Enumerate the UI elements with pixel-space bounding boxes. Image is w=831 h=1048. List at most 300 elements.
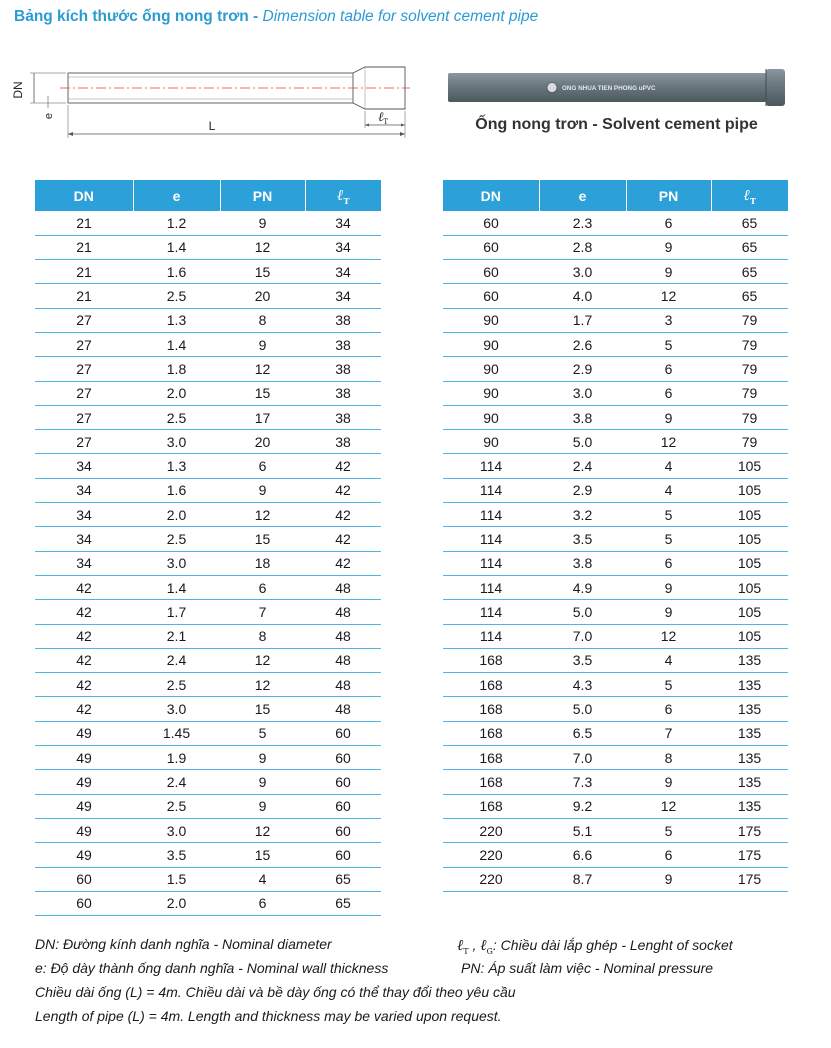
cell-dn: 114 (443, 527, 539, 551)
cell-pn: 9 (220, 211, 305, 235)
cell-e: 3.8 (539, 551, 626, 575)
cell-dn: 90 (443, 308, 539, 332)
cell-pn: 5 (626, 818, 711, 842)
cell-e: 2.0 (133, 891, 220, 915)
cell-dn: 90 (443, 357, 539, 381)
dn-label: DN (11, 81, 25, 99)
table-row (443, 648, 788, 672)
cell-e: 5.0 (539, 430, 626, 454)
cell-pn: 12 (626, 794, 711, 818)
cell-dn: 42 (35, 624, 133, 648)
title-en: Dimension table for solvent cement pipe (262, 8, 539, 25)
cell-e: 1.7 (539, 308, 626, 332)
table-row (443, 357, 788, 381)
cell-pn: 4 (626, 648, 711, 672)
cell-dn: 168 (443, 673, 539, 697)
cell-e: 1.4 (133, 575, 220, 599)
cell-e: 1.6 (133, 478, 220, 502)
cell-dn: 27 (35, 308, 133, 332)
cell-dn: 114 (443, 600, 539, 624)
cell-pn: 6 (220, 575, 305, 599)
cell-lt: 48 (305, 575, 381, 599)
table-row (35, 697, 381, 721)
cell-e: 4.0 (539, 284, 626, 308)
cell-lt: 175 (711, 843, 788, 867)
table-row (35, 746, 381, 770)
note-e: e: Độ dày thành ống danh nghĩa - Nominal wall thickness (35, 960, 389, 976)
cell-lt: 135 (711, 648, 788, 672)
photo-caption: Ống nong trơn - Solvent cement pipe (475, 116, 758, 133)
cell-lt: 38 (305, 430, 381, 454)
table-row (35, 454, 381, 478)
table-row (443, 503, 788, 527)
cell-dn: 34 (35, 527, 133, 551)
cell-e: 1.7 (133, 600, 220, 624)
cell-e: 2.5 (133, 673, 220, 697)
cell-lt: 105 (711, 454, 788, 478)
table-row (443, 867, 788, 891)
cell-pn: 8 (220, 624, 305, 648)
cell-e: 3.8 (539, 405, 626, 429)
cell-lt: 38 (305, 405, 381, 429)
table-row (35, 721, 381, 745)
cell-pn: 15 (220, 381, 305, 405)
cell-lt: 42 (305, 503, 381, 527)
cell-dn: 168 (443, 697, 539, 721)
cell-dn: 60 (443, 284, 539, 308)
cell-pn: 9 (626, 575, 711, 599)
table-row (35, 235, 381, 259)
cell-e: 2.5 (133, 284, 220, 308)
table-row (443, 770, 788, 794)
brand-logo-icon (547, 83, 557, 93)
table-row (443, 843, 788, 867)
cell-e: 1.5 (133, 867, 220, 891)
cell-e: 5.1 (539, 818, 626, 842)
cell-pn: 15 (220, 527, 305, 551)
cell-dn: 168 (443, 648, 539, 672)
cell-lt: 34 (305, 284, 381, 308)
cell-e: 2.0 (133, 503, 220, 527)
cell-e: 1.45 (133, 721, 220, 745)
cell-lt: 105 (711, 503, 788, 527)
table-row (35, 794, 381, 818)
cell-dn: 114 (443, 454, 539, 478)
pipe-dimension-diagram (10, 58, 420, 148)
cell-e: 4.9 (539, 575, 626, 599)
table-row (443, 430, 788, 454)
table-row (443, 381, 788, 405)
cell-pn: 20 (220, 430, 305, 454)
cell-e: 3.0 (133, 430, 220, 454)
cell-lt: 60 (305, 721, 381, 745)
cell-e: 2.9 (539, 478, 626, 502)
cell-dn: 60 (443, 260, 539, 284)
cell-e: 1.3 (133, 454, 220, 478)
cell-dn: 34 (35, 478, 133, 502)
cell-e: 3.0 (539, 381, 626, 405)
cell-lt: 135 (711, 770, 788, 794)
cell-pn: 6 (626, 381, 711, 405)
cell-pn: 5 (626, 503, 711, 527)
cell-pn: 6 (626, 211, 711, 235)
cell-dn: 49 (35, 843, 133, 867)
cell-e: 2.1 (133, 624, 220, 648)
table-row (35, 527, 381, 551)
table-row (35, 648, 381, 672)
table-row (443, 454, 788, 478)
table-row (35, 308, 381, 332)
cell-dn: 42 (35, 673, 133, 697)
cell-dn: 114 (443, 478, 539, 502)
cell-dn: 49 (35, 746, 133, 770)
cell-dn: 27 (35, 430, 133, 454)
cell-lt: 60 (305, 843, 381, 867)
title-vi: Bảng kích thước ống nong trơn - (14, 8, 263, 25)
table-row (443, 624, 788, 648)
cell-dn: 49 (35, 794, 133, 818)
cell-lt: 48 (305, 648, 381, 672)
pipe-photo (448, 68, 785, 107)
cell-e: 1.6 (133, 260, 220, 284)
cell-e: 4.3 (539, 673, 626, 697)
table-row (443, 551, 788, 575)
cell-dn: 168 (443, 794, 539, 818)
cell-dn: 168 (443, 721, 539, 745)
cell-pn: 12 (220, 357, 305, 381)
table-row (35, 600, 381, 624)
cell-lt: 175 (711, 867, 788, 891)
cell-pn: 5 (220, 721, 305, 745)
cell-e: 3.5 (539, 527, 626, 551)
brand-text: ONG NHUA TIEN PHONG uPVC (562, 85, 656, 92)
cell-dn: 42 (35, 697, 133, 721)
cell-pn: 6 (220, 891, 305, 915)
cell-pn: 6 (626, 357, 711, 381)
table-row (443, 600, 788, 624)
col-header-dn: DN (443, 180, 539, 211)
cell-dn: 21 (35, 260, 133, 284)
cell-lt: 38 (305, 381, 381, 405)
cell-pn: 9 (626, 600, 711, 624)
table-row (35, 673, 381, 697)
cell-e: 6.6 (539, 843, 626, 867)
table-row (35, 211, 381, 235)
cell-pn: 6 (626, 697, 711, 721)
cell-lt: 105 (711, 624, 788, 648)
e-label: e (43, 112, 55, 120)
table-row (443, 308, 788, 332)
table-row (443, 697, 788, 721)
col-header-pn: PN (220, 180, 305, 211)
note-pn: PN: Áp suất làm việc - Nominal pressure (461, 960, 714, 976)
cell-pn: 7 (220, 600, 305, 624)
col-header-e: e (133, 180, 220, 211)
table-row (443, 260, 788, 284)
table-row (35, 867, 381, 891)
cell-e: 2.5 (133, 405, 220, 429)
cell-lt: 79 (711, 308, 788, 332)
cell-pn: 5 (626, 673, 711, 697)
cell-lt: 38 (305, 308, 381, 332)
cell-lt: 65 (305, 867, 381, 891)
cell-e: 2.6 (539, 332, 626, 356)
cell-pn: 12 (626, 430, 711, 454)
cell-lt: 79 (711, 357, 788, 381)
table-row (443, 405, 788, 429)
cell-e: 2.4 (133, 770, 220, 794)
table-row (35, 843, 381, 867)
cell-dn: 60 (35, 891, 133, 915)
table-row (443, 211, 788, 235)
table-row (443, 746, 788, 770)
cell-lt: 105 (711, 478, 788, 502)
cell-dn: 90 (443, 405, 539, 429)
table-row (35, 891, 381, 915)
cell-pn: 15 (220, 843, 305, 867)
cell-lt: 135 (711, 697, 788, 721)
table-row (443, 235, 788, 259)
cell-pn: 9 (626, 260, 711, 284)
cell-e: 1.8 (133, 357, 220, 381)
cell-lt: 38 (305, 332, 381, 356)
cell-pn: 9 (626, 867, 711, 891)
cell-pn: 9 (626, 770, 711, 794)
cell-pn: 12 (220, 648, 305, 672)
cell-dn: 21 (35, 235, 133, 259)
table-row (35, 503, 381, 527)
cell-pn: 5 (626, 527, 711, 551)
lt-label: ℓ$_T$ (378, 110, 389, 126)
table-header-row (443, 180, 788, 211)
cell-dn: 27 (35, 332, 133, 356)
dimension-table-right (443, 180, 788, 892)
cell-pn: 9 (220, 746, 305, 770)
cell-dn: 27 (35, 405, 133, 429)
cell-lt: 65 (711, 260, 788, 284)
cell-lt: 79 (711, 332, 788, 356)
cell-e: 2.5 (133, 794, 220, 818)
cell-lt: 42 (305, 551, 381, 575)
cell-e: 2.5 (133, 527, 220, 551)
cell-lt: 42 (305, 527, 381, 551)
table-row (443, 721, 788, 745)
cell-e: 1.3 (133, 308, 220, 332)
table-row (443, 332, 788, 356)
cell-lt: 60 (305, 770, 381, 794)
table-row (443, 818, 788, 842)
cell-lt: 79 (711, 405, 788, 429)
cell-pn: 6 (220, 454, 305, 478)
page-title (14, 8, 538, 26)
table-row (35, 430, 381, 454)
cell-pn: 12 (220, 503, 305, 527)
cell-e: 2.8 (539, 235, 626, 259)
col-header-lt: ℓ$_T$ (305, 180, 381, 211)
cell-e: 3.0 (539, 260, 626, 284)
cell-lt: 105 (711, 551, 788, 575)
cell-lt: 105 (711, 575, 788, 599)
table-row (35, 381, 381, 405)
cell-dn: 49 (35, 818, 133, 842)
cell-dn: 90 (443, 430, 539, 454)
cell-pn: 4 (626, 454, 711, 478)
cell-pn: 9 (220, 794, 305, 818)
note-length-vi: Chiều dài ống (L) = 4m. Chiều dài và bề dày ống có thể thay đổi theo yêu cầu (35, 984, 516, 1000)
cell-dn: 27 (35, 381, 133, 405)
table-row (35, 770, 381, 794)
cell-dn: 42 (35, 600, 133, 624)
cell-e: 1.9 (133, 746, 220, 770)
cell-e: 5.0 (539, 697, 626, 721)
cell-lt: 60 (305, 794, 381, 818)
table-row (35, 260, 381, 284)
cell-pn: 18 (220, 551, 305, 575)
cell-pn: 7 (626, 721, 711, 745)
cell-lt: 65 (711, 211, 788, 235)
cell-e: 2.9 (539, 357, 626, 381)
cell-e: 2.0 (133, 381, 220, 405)
cell-e: 7.0 (539, 624, 626, 648)
cell-pn: 9 (626, 235, 711, 259)
col-header-pn: PN (626, 180, 711, 211)
cell-dn: 90 (443, 332, 539, 356)
table-row (443, 478, 788, 502)
cell-pn: 20 (220, 284, 305, 308)
cell-lt: 34 (305, 260, 381, 284)
cell-dn: 34 (35, 551, 133, 575)
cell-e: 1.4 (133, 332, 220, 356)
table-row (35, 575, 381, 599)
cell-dn: 114 (443, 503, 539, 527)
cell-e: 3.5 (133, 843, 220, 867)
note-lt: ℓ$_T$ , ℓ$_G$: Chiều dài lắp ghép - Lenght of socket (457, 936, 733, 956)
cell-e: 2.4 (133, 648, 220, 672)
cell-dn: 60 (443, 211, 539, 235)
cell-dn: 220 (443, 867, 539, 891)
cell-e: 2.4 (539, 454, 626, 478)
cell-lt: 135 (711, 794, 788, 818)
cell-dn: 49 (35, 721, 133, 745)
cell-pn: 9 (220, 332, 305, 356)
cell-pn: 17 (220, 405, 305, 429)
col-header-dn: DN (35, 180, 133, 211)
table-row (35, 405, 381, 429)
table-header-row (35, 180, 381, 211)
cell-lt: 79 (711, 381, 788, 405)
cell-dn: 168 (443, 770, 539, 794)
cell-dn: 168 (443, 746, 539, 770)
cell-e: 6.5 (539, 721, 626, 745)
table-row (443, 527, 788, 551)
cell-pn: 12 (220, 818, 305, 842)
cell-dn: 114 (443, 575, 539, 599)
cell-pn: 4 (220, 867, 305, 891)
l-label: L (208, 119, 216, 133)
table-row (443, 575, 788, 599)
cell-pn: 9 (220, 478, 305, 502)
cell-e: 1.4 (133, 235, 220, 259)
cell-lt: 65 (711, 235, 788, 259)
cell-pn: 9 (220, 770, 305, 794)
cell-dn: 114 (443, 551, 539, 575)
cell-lt: 34 (305, 235, 381, 259)
cell-lt: 175 (711, 818, 788, 842)
cell-pn: 6 (626, 551, 711, 575)
table-row (35, 624, 381, 648)
cell-pn: 12 (220, 673, 305, 697)
cell-e: 3.5 (539, 648, 626, 672)
cell-lt: 105 (711, 600, 788, 624)
cell-dn: 42 (35, 648, 133, 672)
cell-pn: 12 (220, 235, 305, 259)
cell-e: 8.7 (539, 867, 626, 891)
cell-dn: 34 (35, 503, 133, 527)
cell-lt: 79 (711, 430, 788, 454)
cell-dn: 27 (35, 357, 133, 381)
cell-dn: 220 (443, 818, 539, 842)
cell-pn: 15 (220, 260, 305, 284)
cell-lt: 60 (305, 746, 381, 770)
cell-e: 3.0 (133, 551, 220, 575)
table-row (443, 794, 788, 818)
cell-dn: 60 (35, 867, 133, 891)
col-header-lt: ℓ$_T$ (711, 180, 788, 211)
cell-e: 7.0 (539, 746, 626, 770)
cell-lt: 38 (305, 357, 381, 381)
cell-dn: 21 (35, 284, 133, 308)
cell-e: 1.2 (133, 211, 220, 235)
cell-lt: 48 (305, 673, 381, 697)
table-row (35, 478, 381, 502)
table-row (35, 551, 381, 575)
cell-pn: 8 (626, 746, 711, 770)
cell-lt: 65 (305, 891, 381, 915)
cell-lt: 42 (305, 454, 381, 478)
dimension-table-left (35, 180, 381, 916)
cell-pn: 3 (626, 308, 711, 332)
note-length-en: Length of pipe (L) = 4m. Length and thickness may be varied upon request. (35, 1008, 502, 1024)
cell-pn: 5 (626, 332, 711, 356)
cell-dn: 21 (35, 211, 133, 235)
cell-lt: 42 (305, 478, 381, 502)
cell-dn: 60 (443, 235, 539, 259)
table-row (443, 673, 788, 697)
table-row (35, 818, 381, 842)
cell-pn: 4 (626, 478, 711, 502)
cell-lt: 135 (711, 721, 788, 745)
cell-e: 3.2 (539, 503, 626, 527)
cell-dn: 49 (35, 770, 133, 794)
cell-pn: 12 (626, 284, 711, 308)
cell-lt: 60 (305, 818, 381, 842)
cell-lt: 105 (711, 527, 788, 551)
table-row (35, 357, 381, 381)
table-row (443, 284, 788, 308)
cell-dn: 34 (35, 454, 133, 478)
cell-pn: 6 (626, 843, 711, 867)
cell-lt: 34 (305, 211, 381, 235)
col-header-e: e (539, 180, 626, 211)
cell-e: 9.2 (539, 794, 626, 818)
cell-lt: 48 (305, 697, 381, 721)
cell-e: 3.0 (133, 697, 220, 721)
cell-dn: 220 (443, 843, 539, 867)
cell-pn: 12 (626, 624, 711, 648)
cell-dn: 114 (443, 624, 539, 648)
cell-dn: 42 (35, 575, 133, 599)
cell-lt: 65 (711, 284, 788, 308)
